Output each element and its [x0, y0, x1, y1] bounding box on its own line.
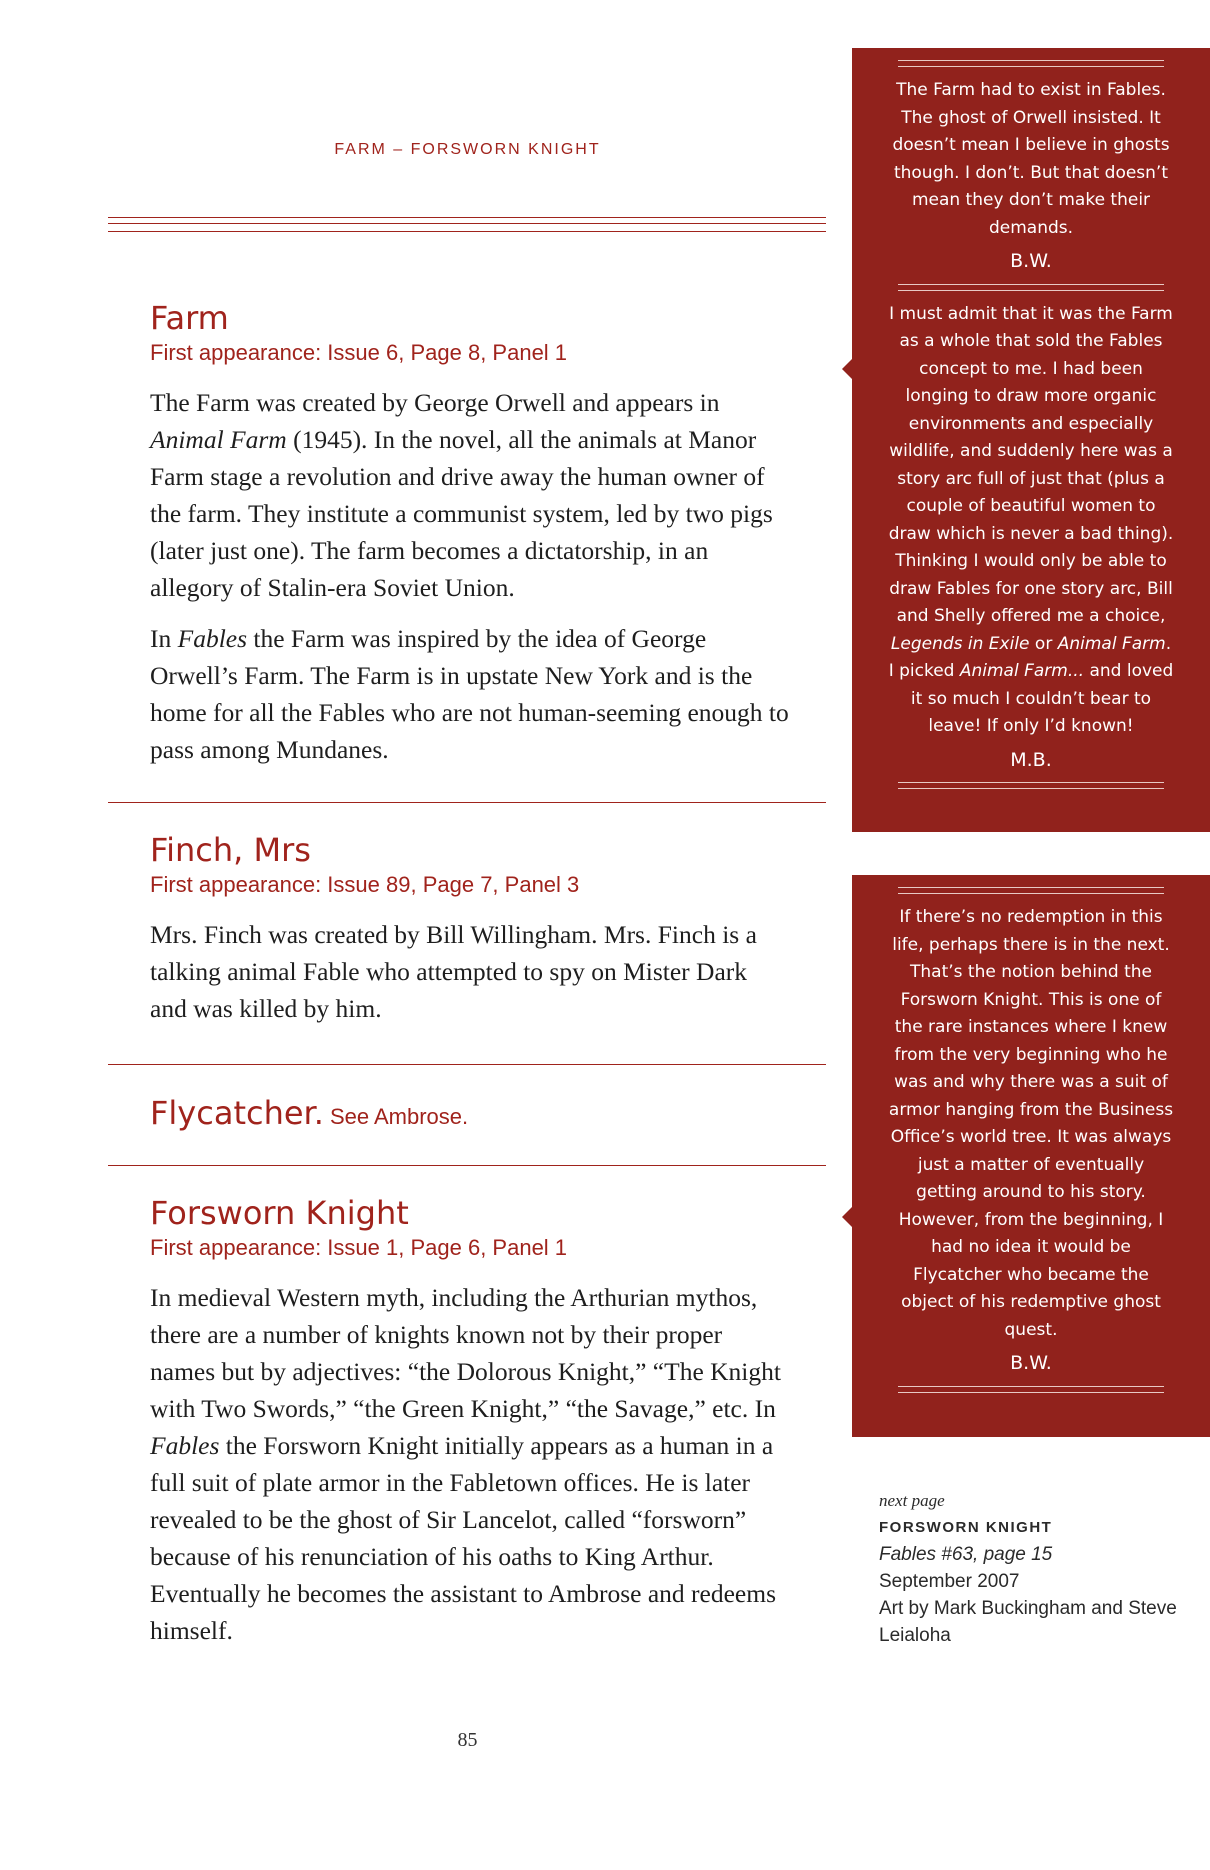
header-divider — [108, 217, 826, 232]
sidebar-commentary-forsworn — [852, 875, 1210, 1437]
text: or — [1029, 633, 1058, 654]
creator-quote — [852, 291, 1210, 741]
story-arc-title: Legends in Exile — [890, 633, 1030, 654]
text: The Farm was created by George Orwell and appears in — [150, 388, 720, 417]
entry-title: Farm — [150, 299, 229, 337]
series-title: Fables — [177, 624, 248, 653]
text: the Forsworn Knight initially appears as a human in a full suit of plate armor in the Fabletown offices. He is later revealed to be the ghost of Sir Lancelot, called “forsworn” because of his renunciation of his oaths to King Arthur. Eventually he becomes the assistant to Ambrose and redeems himself. — [150, 1431, 776, 1645]
text: I must admit that it was the Farm as a whole that sold the Fables concept to me. I had been longing to draw more organic environments and especially wildlife, and suddenly here was a story arc full of just that (plus a couple of beautiful women to draw which is never a bad thing). Thinking I would only be able to draw Fables for one story arc, Bill and Shelly offered me a choice, — [888, 303, 1174, 626]
entry-title: Forsworn Knight — [150, 1194, 409, 1232]
entry-body — [150, 384, 790, 768]
text: . I picked — [888, 633, 1172, 681]
paragraph — [150, 384, 790, 606]
first-appearance: First appearance: Issue 6, Page 8, Panel 1 — [150, 340, 568, 365]
entry-body — [150, 1279, 790, 1649]
text: In — [150, 624, 178, 653]
text: (1945). In the novel, all the animals at Manor Farm stage a revolution and drive away the human owner of the farm. They institute a communist system, led by two pigs (later just one). The farm becomes a dictatorship, in an allegory of Stalin-era Soviet Union. — [150, 425, 773, 602]
story-arc-title: Animal Farm — [1057, 633, 1166, 654]
entry-body — [150, 916, 790, 1027]
divider — [108, 1165, 826, 1166]
sidebar-pointer — [842, 1207, 852, 1227]
quote-signature: M.B. — [1010, 748, 1052, 771]
quote-signature: B.W. — [1010, 250, 1052, 272]
caption-label: next page — [879, 1491, 945, 1510]
sidebar-pointer — [842, 359, 852, 379]
series-title: Fables — [150, 1431, 220, 1460]
see-reference: See Ambrose. — [329, 1104, 469, 1129]
text: the Farm was inspired by the idea of George Orwell’s Farm. The Farm is in upstate New York and is the home for all the Fables who are not human-seeming enough to pass among Mundanes. — [150, 624, 789, 764]
text: and loved it so much I couldn’t bear to leave! If only I’d known! — [910, 661, 1174, 736]
book-title: Animal Farm — [150, 425, 287, 454]
sidebar-rule — [898, 782, 1164, 789]
caption-issue: Fables #63, page 15 — [879, 1544, 1053, 1565]
text: In medieval Western myth, including the Arthurian mythos, there are a number of knights known not by their proper names but by adjectives: “the Dolorous Knight,” “The Knight with Two Swords,” “the Green Knight,” “the Savage,” etc. In — [150, 1283, 781, 1423]
entry-finch — [150, 830, 790, 1041]
caption-title: FORSWORN KNIGHT — [879, 1519, 1053, 1536]
entry-forsworn-knight — [150, 1193, 790, 1663]
sidebar-rule — [898, 887, 1164, 894]
paragraph — [150, 620, 790, 768]
divider — [108, 1064, 826, 1065]
creator-quote: The Farm had to exist in Fables. The ghost of Orwell insisted. It doesn’t mean I believe in ghosts though. I don’t. But that doesn’t mean they don’t make their demands. — [892, 80, 1170, 238]
art-caption — [879, 1487, 1179, 1649]
caption-date: September 2007 — [879, 1571, 1020, 1592]
divider — [108, 802, 826, 803]
paragraph: Mrs. Finch was created by Bill Willingham. Mrs. Finch is a talking animal Fable who attempted to spy on Mister Dark and was killed by him. — [150, 920, 757, 1023]
caption-credit: Art by Mark Buckingham and Steve Leialoha — [879, 1598, 1177, 1646]
entry-title: Flycatcher. — [150, 1094, 324, 1132]
entry-flycatcher — [150, 1093, 790, 1133]
creator-quote: If there’s no redemption in this life, perhaps there is in the next. That’s the notion behind the Forsworn Knight. This is one of the rare instances where I knew from the very beginning who he was and why there was a suit of armor hanging from the Business Office’s world tree. It was always just a matter of eventually getting around to his story. However, from the beginning, I had no idea it would be Flycatcher who became the object of his redemptive ghost quest. — [888, 907, 1174, 1340]
sidebar-rule — [898, 1386, 1164, 1393]
story-arc-title: Animal Farm... — [959, 661, 1085, 681]
entry-title: Finch, Mrs — [150, 831, 311, 869]
paragraph — [150, 1279, 790, 1649]
sidebar-rule — [898, 60, 1164, 67]
sidebar-rule — [898, 284, 1164, 291]
first-appearance: First appearance: Issue 89, Page 7, Panel 3 — [150, 872, 580, 897]
entry-farm — [150, 298, 790, 782]
first-appearance: First appearance: Issue 1, Page 6, Panel 1 — [150, 1235, 568, 1260]
sidebar-commentary-farm — [852, 48, 1210, 832]
page-number: 85 — [457, 1729, 478, 1751]
running-head: FARM – FORSWORN KNIGHT — [334, 141, 601, 158]
quote-signature: B.W. — [1010, 1352, 1052, 1374]
